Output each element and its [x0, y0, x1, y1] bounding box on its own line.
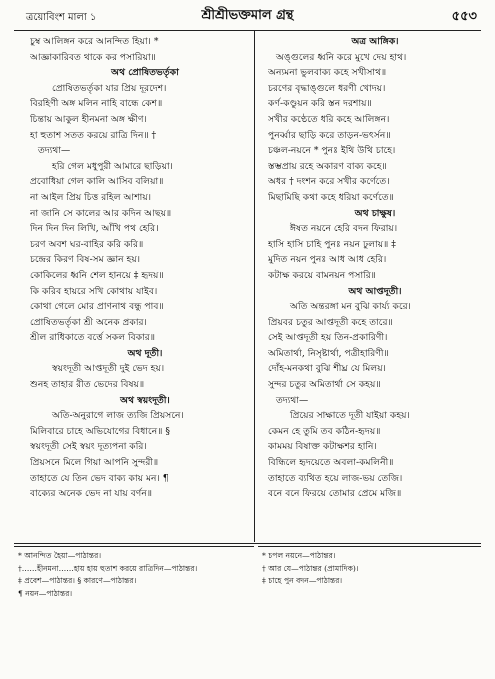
- verse-line: না জানি সে কালের আর কদিন আছয়॥: [30, 207, 172, 219]
- footnote: * চপল নয়নে—পাঠান্তর।: [262, 551, 336, 560]
- verse-line: মুদিত নয়ন পুনঃ আধ আধ হেরি।: [268, 254, 387, 266]
- verse-line: ঈষত নয়নে হেরি বদন ফিরায়।: [290, 223, 398, 235]
- verse-line: কি করিব হায়রে সখি কোথায় যাইব।: [30, 285, 158, 297]
- page-number: ৫৫৩: [451, 9, 477, 24]
- header-left: ত্রয়োবিংশ মালা ১: [26, 12, 97, 23]
- verse-line: মিছামিছি কথা কহে ধরিয়া কর্ণেতে॥: [268, 191, 394, 203]
- verse-line: কর্ণ-কণ্ডুয়ন করি স্তন দরশায়॥: [268, 98, 372, 110]
- verse-line: প্রিয়সনে মিলে গিয়া আপনি সুন্দরী॥: [30, 457, 159, 469]
- verse-line: স্বয়ংদূতী আপ্তদূতী দুই ভেদ হয়।: [52, 363, 165, 375]
- verse-line: আজ্ঞাকারিবত থাকে কর পসারিয়া॥: [30, 51, 156, 63]
- footnote: ‡ প্রবেশ—পাঠান্তর। § কারণে—পাঠান্তর।: [18, 576, 137, 585]
- verse-line: কেমন হে তুমি তব কঠিন-হৃদয়॥: [268, 425, 381, 437]
- verse-line: হরি গেল মধুপুরী আমারে ছাড়িয়া।: [52, 160, 173, 172]
- right-column: [268, 34, 482, 502]
- verse-line: চরণের বৃদ্ধাঙ্গুলে ধরণী খোদয়।: [268, 82, 386, 94]
- verse-line: সুন্দর চতুর অমিতার্থা সে কহয়॥: [268, 379, 381, 391]
- verse-line: পুনর্ব্বার ছাড়ি করে তাড়ন-ভৎর্সন॥: [268, 129, 391, 141]
- verse-line: না আইল প্রিয় চিত্ত রহিল আশায়।: [30, 191, 152, 203]
- verse-line: দিন দিন দিন লিখি, আঁখি পথ হেরি।: [30, 223, 159, 235]
- section-heading: অথ দূতী।: [127, 347, 163, 359]
- verse-line: বনে বনে ফিরয়ে তোমার প্রেমে মজি॥: [268, 488, 402, 500]
- verse-line: হাসি হাসি চাহি পুনঃ নয়ন ঢুলায়॥ ‡: [268, 238, 396, 250]
- footnote: * আনন্দিত হৈয়া—পাঠান্তর।: [18, 551, 102, 560]
- verse-line: সেই আপ্তদূতী হয় তিন-প্রকারিণী।: [268, 332, 388, 344]
- verse-line: কোকিলের ধ্বনি শেল হানয়ে ‡ হৃদয়॥: [30, 269, 164, 281]
- verse-line: শুনহ তাহার রীত ভেদের বিষয়॥: [30, 379, 145, 391]
- verse-line: কোথা গেলে মোর প্রাণনাথ বন্ধু পাব॥: [30, 301, 164, 313]
- verse-line: শ্রীল রাধিকাতে বর্ত্তে সকল বিকার॥: [30, 332, 156, 344]
- verse-line: তদ্যথা—: [38, 145, 71, 157]
- verse-line: চঞ্চল-নয়নে * পুনঃ ইথি উথি চাহে।: [268, 145, 396, 157]
- running-header: [14, 6, 481, 28]
- verse-line: বাক্যের অনেক ভেদ না যায় বর্ণন॥: [30, 488, 153, 500]
- verse-line: অঙ্গুলের ধ্বনি করে মুখে দেয় হাথ।: [276, 51, 407, 63]
- section-heading: অথ চাক্ষুষ।: [354, 207, 396, 219]
- section-heading: অত্র আঙ্গিক।: [351, 36, 399, 47]
- footnotes-left: [18, 550, 248, 600]
- verse-line: চন্দ্রের কিরণ বিষ-সম জ্ঞান হয়।: [30, 254, 141, 266]
- section-heading: অথ প্রোষিতভর্তৃকা: [111, 67, 179, 79]
- footnote: †……হীনমনা……হায় হায় হুতাশ করয়ে রাত্রিদিন—পাঠান্তর।: [18, 563, 198, 573]
- verse-line: কামময় বিষাক্ত কটাক্ষশর হানি।: [268, 441, 377, 453]
- footnote: ¶ নয়ন—পাঠান্তর।: [18, 588, 73, 598]
- verse-line: তাহাতে ব্যথিত হয়ে লাজ-ভয় তেজি।: [268, 472, 403, 484]
- verse-line: অন্যমনা ভুলবাক্য কহে সখীসাথ॥: [268, 67, 387, 79]
- verse-line: প্রিয়বর চতুর আপ্তদূতী কহে তারে॥: [268, 316, 393, 328]
- verse-line: স্বয়ংদূতী সেই স্বয়ং দূত্যপনা করি।: [30, 441, 147, 453]
- verse-line: দোঁহ-মনকথা বুঝি শীঘ্র যে মিলয়।: [268, 363, 386, 375]
- verse-line: প্রোষিতভর্তৃকা শ্রী অনেক প্রকার।: [30, 316, 147, 328]
- header-title: শ্রীশ্রীভক্তমাল গ্রন্থ: [201, 8, 294, 23]
- footnote: ‡ চাহে পুন বদন—পাঠান্তর।: [262, 576, 343, 585]
- verse-line: অধর † দংশন করে সখীর কর্ণেতে।: [268, 176, 390, 188]
- verse-line: চুম্ব আলিঙ্গন করে আনন্দিত হিয়া। *: [30, 36, 159, 47]
- verse-line: কটাক্ষ করয়ে বামনয়ন পসারি॥: [268, 269, 376, 281]
- verse-line: প্রোষিতভর্তৃকা যার প্রিয় দূরদেশ।: [52, 82, 167, 94]
- verse-line: হা হুতাশ সতত করয়ে রাত্রি দিন॥ †: [30, 129, 157, 141]
- left-column: [30, 34, 260, 502]
- verse-line: অতি অন্তরঙ্গা মন বুঝি কার্য্য করে।: [290, 301, 411, 313]
- section-heading: অথ স্বয়ংদূতী।: [120, 394, 170, 406]
- footnote: † আর যে—পাঠান্তর (প্রামাদিক)।: [262, 563, 359, 573]
- verse-line: প্রবোধিয়া গেল কালি আসিব বলিয়া॥: [30, 176, 164, 188]
- footnote-rule-right: [258, 546, 481, 547]
- verse-line: চরণ অবশ ঘর-বাহির করি করি॥: [30, 238, 144, 250]
- section-heading: অথ আপ্তদূতী।: [348, 285, 402, 297]
- verse-line: বিরহিণী অঙ্গ মলিন নাহি বান্ধে কেশ॥: [30, 98, 163, 110]
- verse-line: চিন্তায় আকুল হীনমনা অঙ্গ ক্ষীণ।: [30, 113, 147, 125]
- verse-line: বিন্ধিলে হৃদয়েতে অবলা-কমলিনী॥: [268, 457, 394, 469]
- verse-line: তাহাতে যে তিন ভেদ বাক্য কায় মন। ¶: [30, 472, 169, 484]
- verse-line: স্তম্ভপ্রায় রহে অকারণ বাক্য কহে॥: [268, 160, 387, 172]
- verse-line: সখীর কণ্ঠেতে ধরি কহে আলিঙ্গন।: [268, 113, 390, 125]
- verse-line: অমিতার্থা, নিসৃষ্টার্থা, পত্রীহারিণী॥: [268, 347, 389, 359]
- verse-line: প্রিয়ের সাক্ষাতে দূতী যাইয়া কহয়।: [290, 410, 410, 422]
- verse-line: অতি-অনুরাগে লাজ ত্যজি প্রিয়সনে।: [52, 410, 184, 422]
- footnote-rule-left: [14, 546, 254, 547]
- footnotes-right: [262, 550, 482, 588]
- verse-line: তদ্যথা—: [276, 394, 309, 406]
- verse-line: মিলিবারে চাহে অভিযোগের বিধানে॥ §: [30, 425, 170, 437]
